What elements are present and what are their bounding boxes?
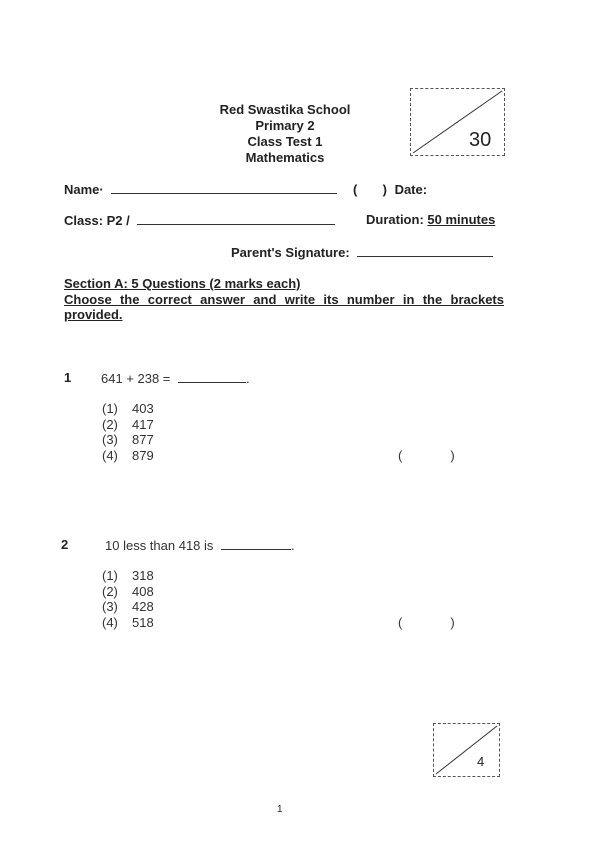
bracket-open: ( bbox=[398, 448, 403, 463]
section-a-title: Section A: 5 Questions (2 marks each) bbox=[64, 276, 301, 291]
bracket-close: ) bbox=[450, 615, 455, 630]
bracket-open: ( bbox=[398, 615, 403, 630]
total-score-box bbox=[410, 88, 505, 156]
date-label: Date: bbox=[394, 182, 428, 197]
question-2-answer-bracket[interactable] bbox=[398, 615, 455, 630]
option-value: 408 bbox=[132, 583, 154, 599]
option-number: (2) bbox=[102, 416, 118, 432]
option-value: 879 bbox=[132, 447, 154, 463]
option-value: 417 bbox=[132, 416, 154, 432]
name-field[interactable] bbox=[111, 181, 337, 194]
question-1-number: 1 bbox=[64, 370, 72, 385]
option-number: (3) bbox=[102, 599, 118, 614]
question-1-blank[interactable] bbox=[178, 370, 246, 383]
page-marks: 4 bbox=[477, 754, 485, 769]
section-a-instruction-1: Choose the correct answer and write its number in the brackets bbox=[64, 292, 504, 307]
parent-signature-row bbox=[231, 244, 493, 260]
class-field[interactable] bbox=[137, 212, 335, 225]
option-value: 403 bbox=[132, 401, 154, 416]
option bbox=[102, 568, 154, 584]
register-open-paren: ( bbox=[353, 182, 358, 197]
register-close-paren: ) bbox=[382, 182, 387, 197]
question-1-answer-bracket[interactable] bbox=[398, 448, 455, 463]
section-a-instruction-2: provided. bbox=[64, 307, 123, 322]
question-2-period: . bbox=[291, 538, 295, 553]
page-score-diagonal-icon bbox=[434, 724, 499, 776]
option bbox=[102, 432, 154, 448]
class-label: Class: P2 / bbox=[64, 213, 130, 228]
question-2-options bbox=[102, 568, 154, 630]
option-value: 877 bbox=[132, 432, 154, 447]
option bbox=[102, 584, 154, 600]
page-score-box bbox=[433, 723, 500, 777]
parent-signature-field[interactable] bbox=[357, 244, 493, 257]
option bbox=[102, 448, 154, 464]
option-value: 518 bbox=[132, 614, 154, 630]
option-value: 318 bbox=[132, 568, 154, 583]
option bbox=[102, 417, 154, 433]
bracket-close: ) bbox=[450, 448, 455, 463]
question-1-text-row bbox=[101, 370, 250, 386]
subject: Mathematics bbox=[245, 150, 325, 165]
question-2-text: 10 less than 418 is bbox=[105, 538, 214, 553]
total-marks: 30 bbox=[469, 129, 492, 151]
question-1-options bbox=[102, 401, 154, 463]
level: Primary 2 bbox=[255, 118, 315, 133]
option-number: (4) bbox=[102, 447, 118, 463]
question-2-number: 2 bbox=[61, 537, 69, 552]
duration-value: 50 minutes bbox=[427, 212, 496, 227]
option-number: (1) bbox=[102, 568, 118, 583]
duration-row bbox=[366, 212, 495, 227]
duration-label: Duration: bbox=[366, 212, 424, 227]
option bbox=[102, 615, 154, 631]
page-number: 1 bbox=[277, 804, 283, 815]
parent-signature-label: Parent's Signature: bbox=[231, 245, 350, 260]
name-label: Name· bbox=[64, 182, 104, 197]
school-name: Red Swastika School bbox=[219, 102, 351, 117]
question-1-text: 641 + 238 = bbox=[101, 371, 171, 386]
name-row bbox=[64, 181, 427, 197]
option-number: (4) bbox=[102, 614, 118, 630]
option bbox=[102, 599, 154, 615]
option-value: 428 bbox=[132, 599, 154, 614]
question-2-blank[interactable] bbox=[221, 537, 291, 550]
option-number: (3) bbox=[102, 432, 118, 447]
question-1-period: . bbox=[246, 371, 250, 386]
option bbox=[102, 401, 154, 417]
test-name: Class Test 1 bbox=[247, 134, 323, 149]
class-row bbox=[64, 212, 335, 228]
question-2-text-row bbox=[105, 537, 295, 553]
option-number: (1) bbox=[102, 401, 118, 416]
option-number: (2) bbox=[102, 583, 118, 599]
